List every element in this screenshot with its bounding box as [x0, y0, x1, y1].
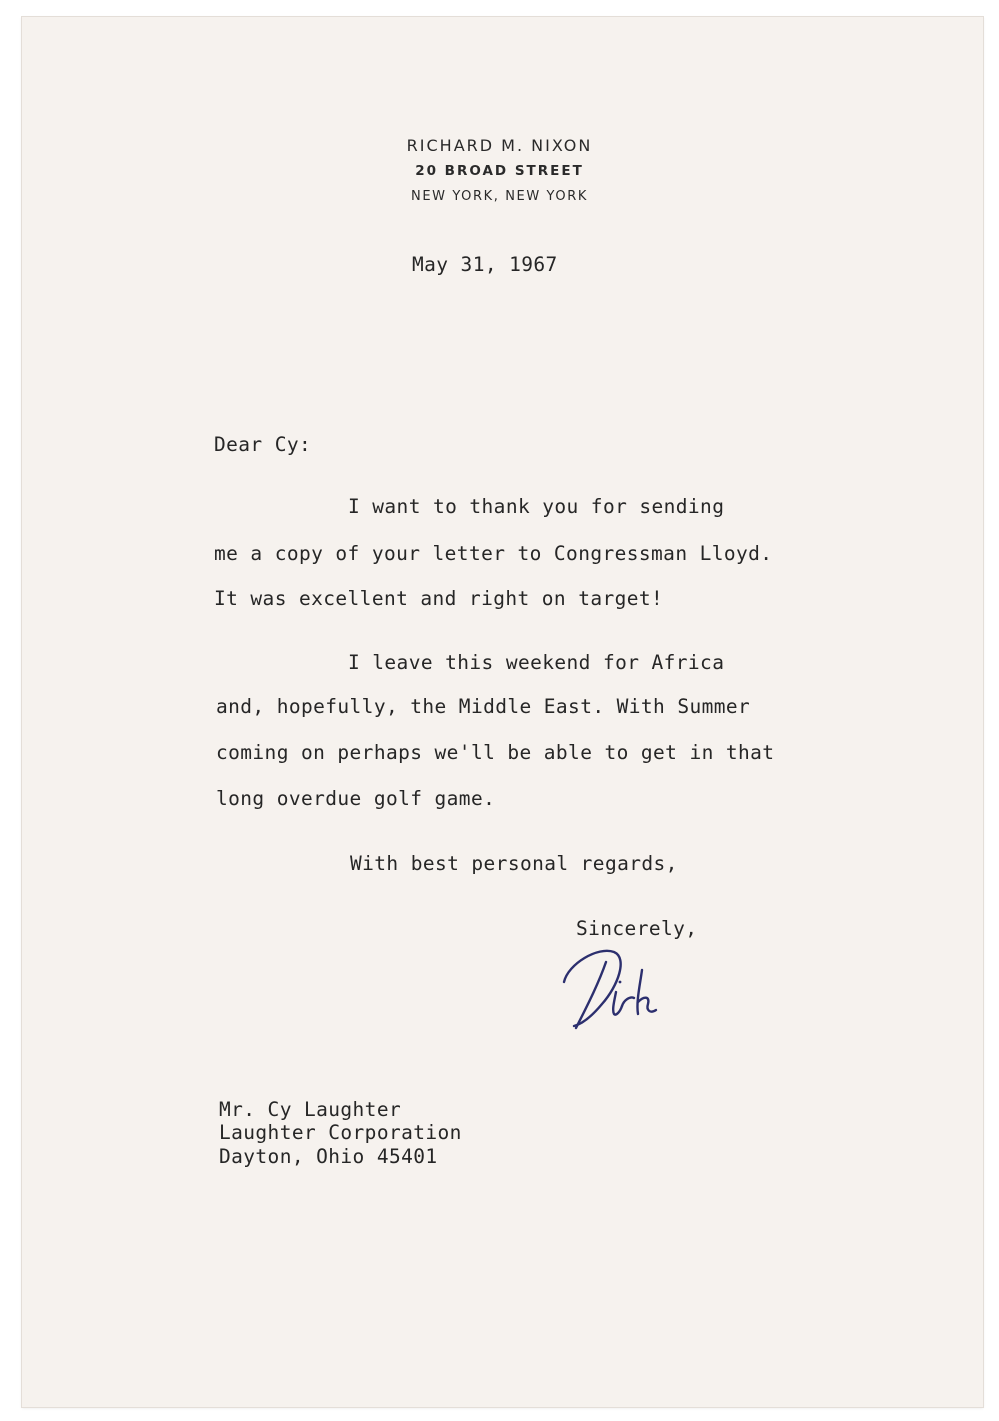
- closing: Sincerely,: [576, 917, 698, 940]
- letter-date: May 31, 1967: [412, 253, 558, 276]
- body-line-2: me a copy of your letter to Congressman Lloyd.: [214, 542, 773, 565]
- signature-image: [558, 940, 668, 1040]
- body-line-5: and, hopefully, the Middle East. With Summer: [216, 695, 751, 718]
- letterhead-city: NEW YORK, NEW YORK: [411, 189, 588, 204]
- body-line-1: I want to thank you for sending: [348, 495, 725, 518]
- salutation: Dear Cy:: [214, 433, 312, 456]
- letterhead-street: 20 BROAD STREET: [415, 163, 584, 179]
- body-line-7: long overdue golf game.: [216, 787, 496, 810]
- regards-line: With best personal regards,: [350, 852, 678, 875]
- letterhead-name: RICHARD M. NIXON: [406, 136, 593, 155]
- recipient-company: Laughter Corporation: [219, 1121, 462, 1144]
- body-line-3: It was excellent and right on target!: [214, 587, 664, 610]
- body-line-6: coming on perhaps we'll be able to get in that: [216, 741, 775, 764]
- recipient-city: Dayton, Ohio 45401: [219, 1145, 438, 1168]
- body-line-4: I leave this weekend for Africa: [348, 651, 725, 674]
- recipient-name: Mr. Cy Laughter: [219, 1098, 402, 1121]
